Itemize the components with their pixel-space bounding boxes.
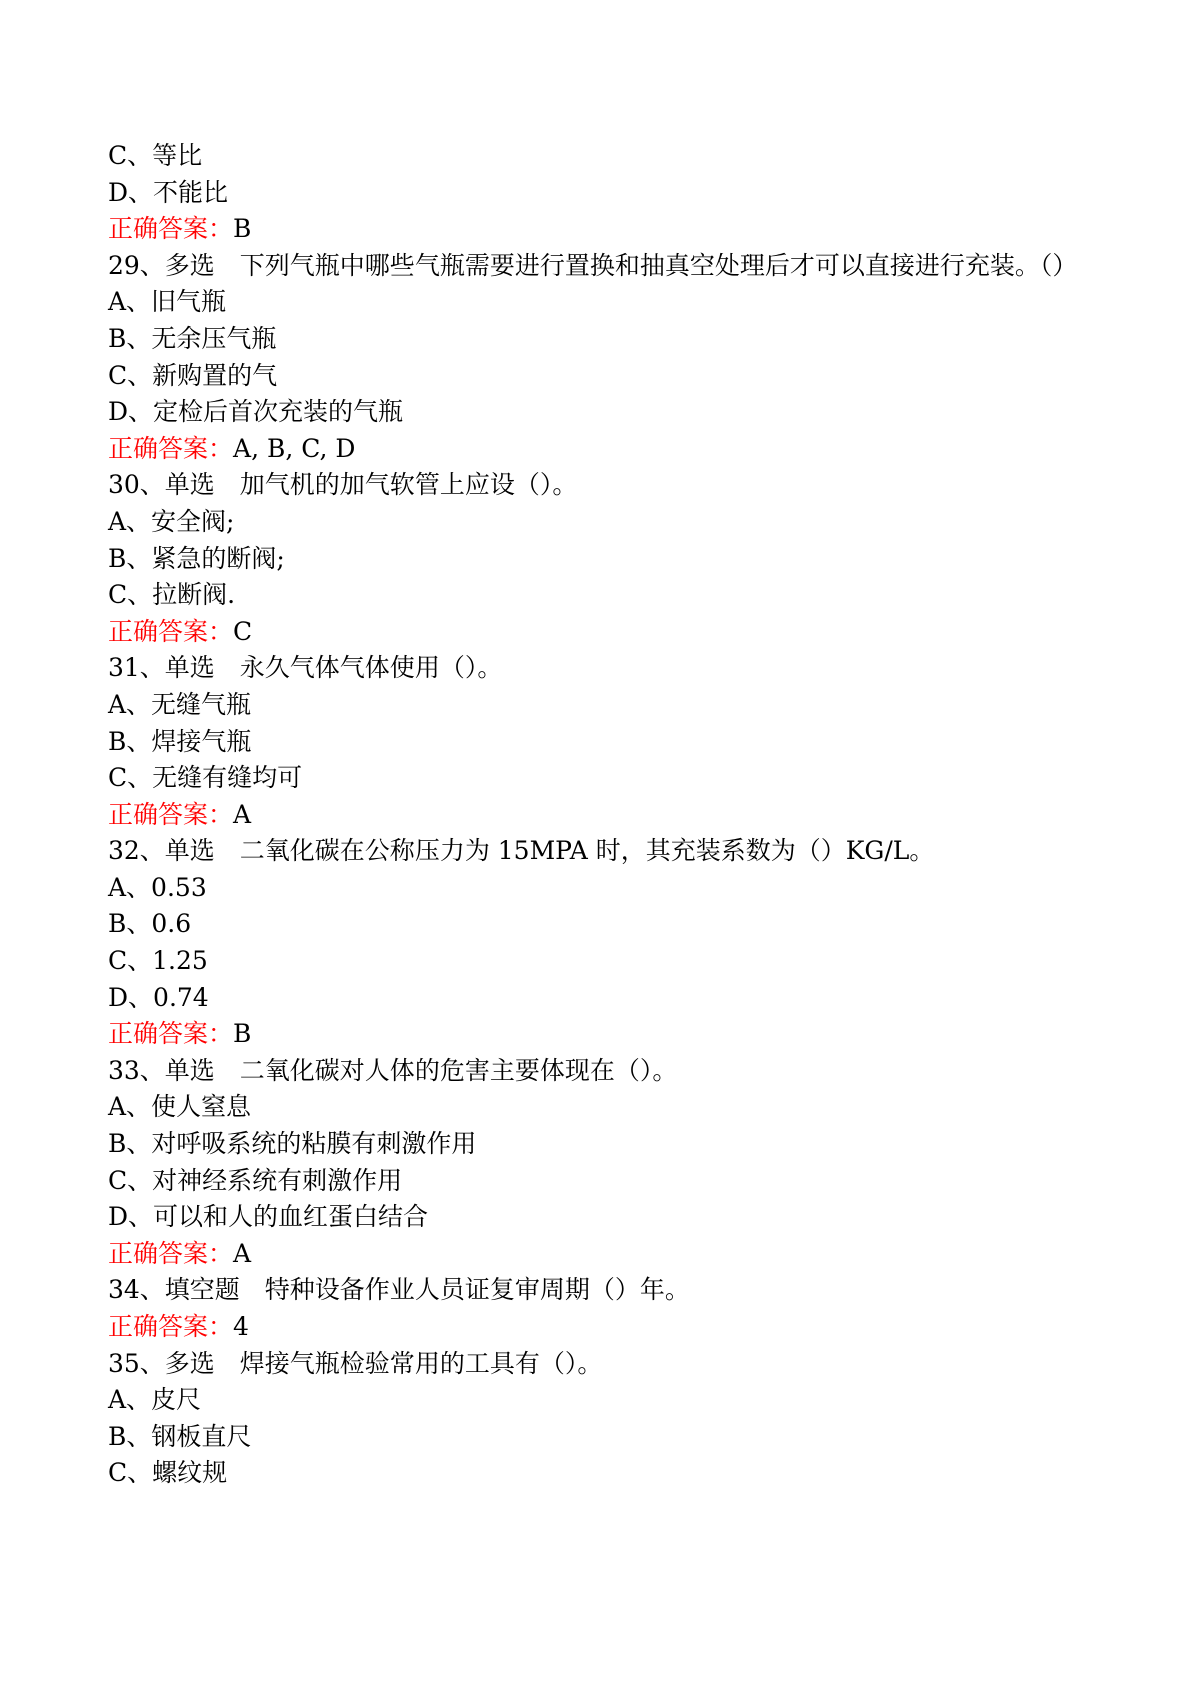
answer-line <box>108 1309 1088 1346</box>
answer-value: B <box>233 1019 252 1049</box>
answer-value: 4 <box>233 1312 249 1341</box>
answer-line <box>108 431 1088 468</box>
answer-line <box>108 614 1088 651</box>
text-line: C、螺纹规 <box>108 1458 228 1488</box>
text-line: 35、多选 焊接气瓶检验常用的工具有（）。 <box>108 1348 603 1378</box>
answer-value: A <box>233 1238 252 1268</box>
text-line: 29、多选 下列气瓶中哪些气瓶需要进行置换和抽真空处理后才可以直接进行充装。（） <box>108 250 1078 280</box>
text-line: D、可以和人的血红蛋白结合 <box>108 1202 429 1232</box>
text-line: 34、填空题 特种设备作业人员证复审周期（）年。 <box>108 1275 690 1305</box>
text-line: C、对神经系统有刺激作用 <box>108 1165 403 1195</box>
text-line: A、使人窒息 <box>108 1092 252 1122</box>
answer-value: A, B, C, D <box>233 433 356 463</box>
text-line: C、1.25 <box>108 946 208 976</box>
answer-value: A <box>233 799 252 829</box>
answer-value: C <box>233 616 253 646</box>
answer-line <box>108 1016 1088 1053</box>
text-line: C、无缝有缝均可 <box>108 763 303 793</box>
answer-value: B <box>233 214 252 244</box>
answer-line <box>108 797 1088 834</box>
text-line: B、紧急的断阀; <box>108 543 285 573</box>
text-line: B、焊接气瓶 <box>108 726 252 756</box>
text-line: C、新购置的气 <box>108 360 278 390</box>
answer-label: 正确答案： <box>108 433 234 463</box>
text-line: D、定检后首次充装的气瓶 <box>108 397 404 427</box>
text-line: 33、单选 二氧化碳对人体的危害主要体现在（）。 <box>108 1055 678 1085</box>
text-line: A、旧气瓶 <box>108 287 227 317</box>
text-line: 31、单选 永久气体气体使用（）。 <box>108 653 503 683</box>
answer-label: 正确答案： <box>108 1238 234 1268</box>
text-line: B、无余压气瓶 <box>108 323 277 353</box>
answer-label: 正确答案： <box>108 1019 234 1049</box>
text-line: C、等比 <box>108 141 203 170</box>
text-line: A、0.53 <box>108 872 207 902</box>
text-line: B、0.6 <box>108 909 192 939</box>
text-line: C、拉断阀. <box>108 580 236 610</box>
text-line: 32、单选 二氧化碳在公称压力为 15MPA 时，其充装系数为（）KG/L。 <box>108 836 935 866</box>
document-body <box>108 138 1088 1492</box>
answer-line <box>108 1236 1088 1273</box>
answer-line <box>108 211 1088 248</box>
text-line: A、皮尺 <box>108 1385 202 1415</box>
text-line: B、钢板直尺 <box>108 1421 252 1451</box>
answer-label: 正确答案： <box>108 214 234 244</box>
answer-label: 正确答案： <box>108 799 234 829</box>
text-line: D、不能比 <box>108 177 229 207</box>
answer-label: 正确答案： <box>108 616 234 646</box>
answer-label: 正确答案： <box>108 1312 234 1341</box>
text-line: B、对呼吸系统的粘膜有刺激作用 <box>108 1129 477 1159</box>
text-line: D、0.74 <box>108 982 209 1012</box>
text-line: A、无缝气瓶 <box>108 689 252 719</box>
text-line: A、安全阀; <box>108 506 235 536</box>
text-line: 30、单选 加气机的加气软管上应设（）。 <box>108 470 578 500</box>
